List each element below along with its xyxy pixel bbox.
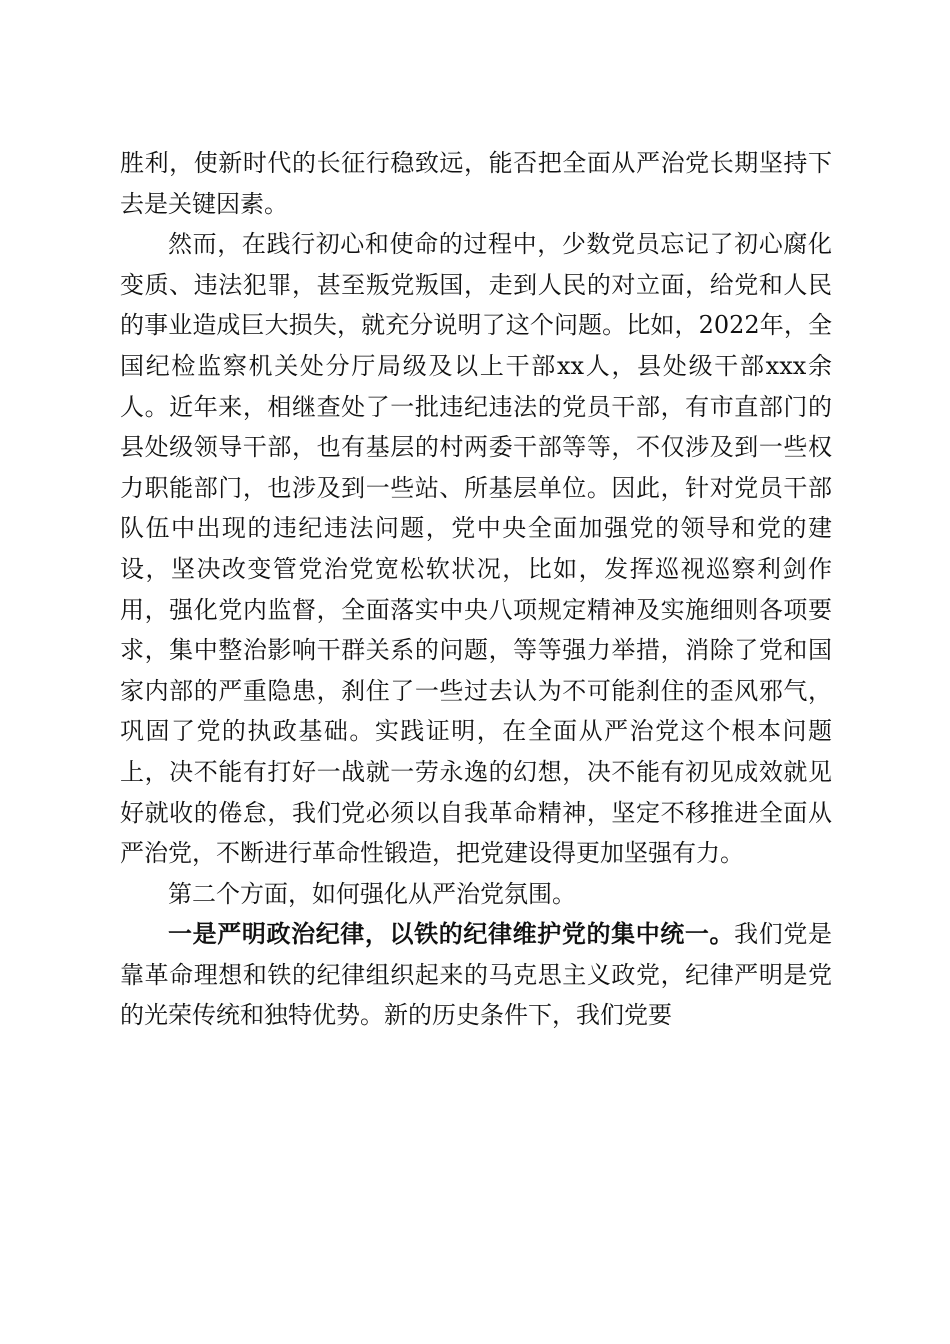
paragraph-body-text: 我们党是靠革命理想和铁的纪律组织起来的马克思主义政党，纪律严明是党的光荣传统和独特优势。新的历史条件下，我们党要 <box>120 920 833 1030</box>
paragraph-continuation: 胜利，使新时代的长征行稳致远，能否把全面从严治党长期坚持下去是关键因素。 <box>120 149 832 218</box>
section-heading-second-aspect: 第二个方面，如何强化从严治党氛围。 <box>168 879 576 908</box>
document-body <box>120 143 832 1036</box>
paragraph-political-discipline <box>120 914 832 1036</box>
paragraph-corruption-cases: 然而，在践行初心和使命的过程中，少数党员忘记了初心腐化变质、违法犯罪，甚至叛党叛国，走到人民的对立面，给党和人民的事业造成巨大损失，就充分说明了这个问题。比如，2022年，全国纪检监察机关处分厅局级及以上干部xx人，县处级干部xxx余人。近年来，相继查处了一批违纪违法的党员干部，有市直部门的县处级领导干部，也有基层的村两委干部等等，不仅涉及到一些权力职能部门，也涉及到一些站、所基层单位。因此，针对党员干部队伍中出现的违纪违法问题，党中央全面加强党的领导和党的建设，坚决改变管党治党宽松软状况，比如，发挥巡视巡察利剑作用，强化党内监督，全面落实中央八项规定精神及实施细则各项要求，集中整治影响干群关系的问题，等等强力举措，消除了党和国家内部的严重隐患，刹住了一些过去认为不可能刹住的歪风邪气，巩固了党的执政基础。实践证明，在全面从严治党这个根本问题上，决不能有打好一战就一劳永逸的幻想，决不能有初见成效就见好就收的倦怠，我们党必须以自我革命精神，坚定不移推进全面从严治党，不断进行革命性锻造，把党建设得更加坚强有力。 <box>120 230 832 868</box>
paragraph-lead-sentence: 一是严明政治纪律，以铁的纪律维护党的集中统一。 <box>168 919 735 949</box>
